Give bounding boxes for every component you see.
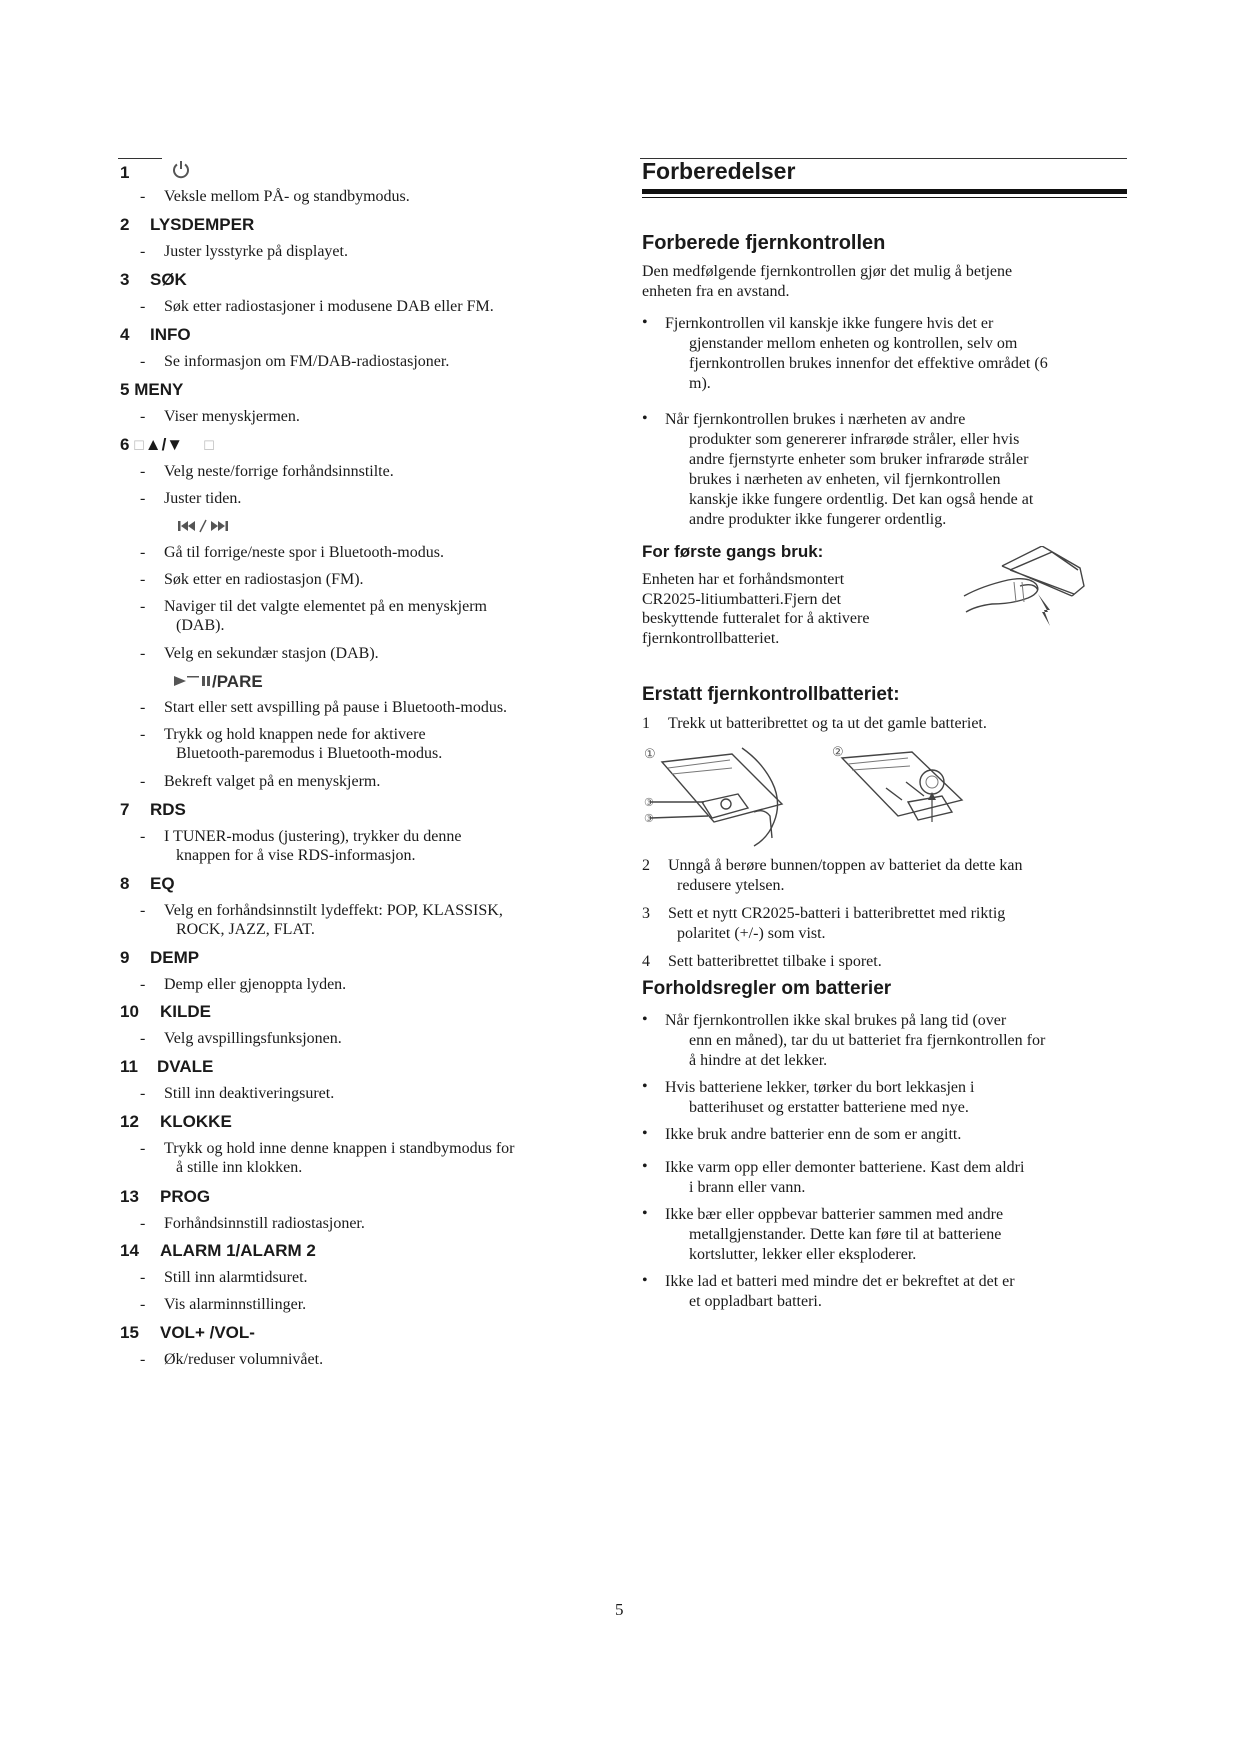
item-8-head: 8 EQ: [120, 874, 175, 893]
remote-intro: Den medfølgende fjernkontrollen gjør det mulig å betjene enheten fra en avstand.: [642, 263, 1013, 300]
item-2-head: 2 LYSDEMPER: [120, 215, 255, 234]
item-15-sub: - Øk/reduser volumnivået.: [140, 1351, 324, 1368]
first-use-text: Enheten har et forhåndsmontert CR2025-litiumbatteri.Fjern det beskyttende futteralet for å aktivere fjernkontrollbatteriet.: [642, 571, 870, 647]
remote-bullet-1: • Fjernkontrollen vil kanskje ikke fungere hvis det er gjenstander mellom enheten og kontrollen, selv om fjernkontrollen brukes innenfor det effektive området (6 m).: [642, 314, 1048, 392]
item-6-sub-1: - Velg neste/forrige forhåndsinnstilte.: [140, 463, 394, 480]
item-6b-sub-3: - Naviger til det valgte elementet på en menyskjerm (DAB).: [140, 598, 487, 634]
item-6c-sub-1: - Start eller sett avspilling på pause i Bluetooth-modus.: [140, 699, 508, 716]
precaution-4: • Ikke varm opp eller demonter batteriene. Kast dem aldri i brann eller vann.: [642, 1158, 1025, 1196]
item-10-head: 10 KILDE: [120, 1002, 211, 1021]
battery-replace-illustration: [642, 742, 972, 857]
item-10-sub: - Velg avspillingsfunksjonen.: [140, 1030, 342, 1047]
item-4-head: 4 INFO: [120, 325, 191, 344]
step-4: 4 Sett batteribrettet tilbake i sporet.: [642, 953, 882, 970]
item-6b-sub-1: - Gå til forrige/neste spor i Bluetooth-modus.: [140, 544, 444, 561]
remote-heading: Forberede fjernkontrollen: [642, 232, 886, 254]
item-9-head: 9 DEMP: [120, 948, 200, 967]
precaution-1: • Når fjernkontrollen ikke skal brukes på lang tid (over enn en måned), tar du ut batteriet fra fjernkontrollen for å hindre at det lekker.: [642, 1011, 1046, 1069]
item-4-sub: - Se informasjon om FM/DAB-radiostasjoner.: [140, 353, 450, 370]
item-2-sub: - Juster lysstyrke på displayet.: [140, 243, 348, 260]
item-7-head: 7 RDS: [120, 800, 186, 819]
item-3-head: 3 SØK: [120, 270, 187, 289]
power-icon: [171, 160, 191, 185]
item-7-sub: - I TUNER-modus (justering), trykker du denne knappen for å vise RDS-informasjon.: [140, 828, 462, 864]
item-15-head: 15 VOL+ /VOL-: [120, 1323, 255, 1342]
item-14-sub-2: - Vis alarminnstillinger.: [140, 1296, 307, 1313]
precautions-heading: Forholdsregler om batterier: [642, 978, 892, 999]
item-12-sub: - Trykk og hold inne denne knappen i standbymodus for å stille inn klokken.: [140, 1140, 515, 1176]
step-3: 3 Sett et nytt CR2025-batteri i batteribrettet med riktig polaritet (+/-) som vist.: [642, 905, 1006, 942]
item-6c-sub-2: - Trykk og hold knappen nede for aktivere Bluetooth-paremodus i Bluetooth-modus.: [140, 726, 443, 762]
fig-label-4: ③: [644, 813, 654, 825]
item-11-head: 11 DVALE: [120, 1057, 214, 1076]
step-1: 1 Trekk ut batteribrettet og ta ut det gamle batteriet.: [642, 715, 987, 732]
precaution-5: • Ikke bær eller oppbevar batterier sammen med andre metallgjenstander. Dette kan føre til at batteriene kortslutter, lekker eller eksploderer.: [642, 1205, 1004, 1263]
replace-heading: Erstatt fjernkontrollbatteriet:: [642, 684, 900, 705]
remote-bullet-2: • Når fjernkontrollen brukes i nærheten av andre produkter som genererer infrarøde stråler, eller hvis andre fjernstyrte enheter som bruker infrarøde stråler brukes i nærheten av enheten, vil fjernkontrollen kanskje ikke fungere ordentlig. Det kan også hende at andre produkter ikke fungerer ordentlig.: [642, 410, 1034, 528]
item-12-head: 12 KLOKKE: [120, 1112, 232, 1131]
fig-label-2: ②: [832, 744, 844, 759]
item-13-head: 13 PROG: [120, 1187, 211, 1206]
fig-label-3: ③: [644, 797, 654, 809]
item-6-sub-2: - Juster tiden.: [140, 490, 242, 507]
item-6b-sub-2: - Søk etter en radiostasjon (FM).: [140, 571, 364, 588]
step-2: 2 Unngå å berøre bunnen/toppen av batteriet da dette kan redusere ytelsen.: [642, 857, 1023, 894]
precaution-6: • Ikke lad et batteri med mindre det er bekreftet at det er et oppladbart batteri.: [642, 1272, 1015, 1310]
item-8-sub: - Velg en forhåndsinnstilt lydeffekt: POP, KLASSISK, ROCK, JAZZ, FLAT.: [140, 902, 503, 938]
remote-tab-illustration: [962, 546, 1092, 641]
first-use-heading: For første gangs bruk:: [642, 542, 824, 561]
skip-prev-next-icon: [178, 518, 242, 539]
item-1-head: 1: [120, 160, 191, 185]
item-6b-sub-4: - Velg en sekundær stasjon (DAB).: [140, 645, 379, 662]
page-number: 5: [615, 1600, 624, 1619]
title-rule-thick: [642, 189, 1127, 194]
item-9-sub: - Demp eller gjenoppta lyden.: [140, 976, 347, 993]
item-6-head: 6 ☐▲/▼ ☐: [120, 435, 215, 454]
title-rule-thin: [642, 197, 1127, 198]
page-title: Forberedelser: [642, 158, 796, 184]
item-13-sub: - Forhåndsinnstill radiostasjoner.: [140, 1215, 365, 1232]
item-6c-sub-3: - Bekreft valget på en menyskjerm.: [140, 773, 381, 790]
top-rule-left: [118, 158, 162, 159]
item-14-sub-1: - Still inn alarmtidsuret.: [140, 1269, 308, 1286]
item-3-sub: - Søk etter radiostasjoner i modusene DAB eller FM.: [140, 298, 494, 315]
item-14-head: 14 ALARM 1/ALARM 2: [120, 1241, 316, 1260]
fig-label-1: ①: [644, 746, 656, 761]
precaution-2: • Hvis batteriene lekker, tørker du bort lekkasjen i batterihuset og erstatter batteriene med nye.: [642, 1078, 975, 1116]
item-1-sub: - Veksle mellom PÅ- og standbymodus.: [140, 188, 410, 205]
precaution-3: • Ikke bruk andre batterier enn de som er angitt.: [642, 1125, 962, 1143]
item-5-head: 5 MENY: [120, 380, 184, 399]
play-pause-head: /PARE: [174, 672, 263, 692]
item-5-sub: - Viser menyskjermen.: [140, 408, 300, 425]
item-11-sub: - Still inn deaktiveringsuret.: [140, 1085, 335, 1102]
